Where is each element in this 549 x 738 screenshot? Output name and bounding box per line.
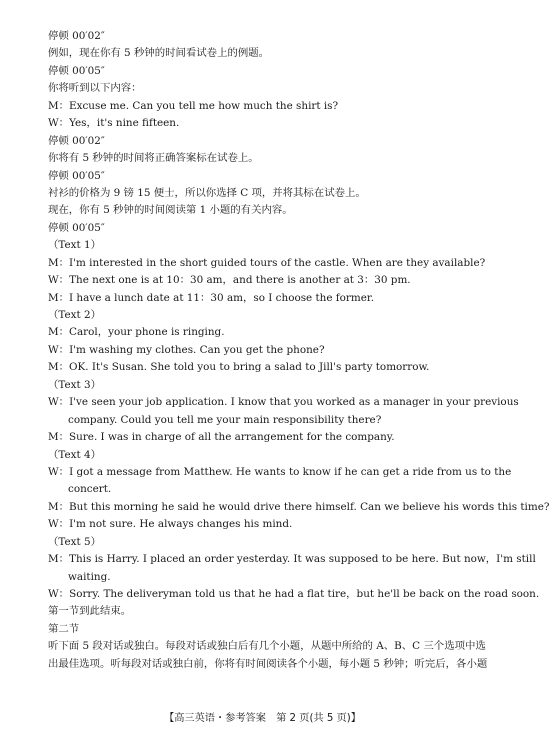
text-heading: （Text 2）: [48, 309, 102, 321]
dialogue-line: M：This is Harry. I placed an order yesterday. It was supposed to be here. But now，I'm still: [48, 553, 536, 566]
dialogue-line: W：I'm not sure. He always changes his mind.: [48, 518, 293, 531]
dialogue-line-continued: concert.: [68, 483, 112, 496]
pause-line: 停顿 00′05″: [48, 221, 105, 234]
dialogue-line: M：I have a lunch date at 11：30 am，so I choose the former.: [48, 291, 375, 304]
text-heading: （Text 5）: [48, 535, 102, 548]
pause-line: 停顿 00′05″: [48, 64, 105, 77]
dialogue-line-continued: company. Could you tell me your main responsibility there?: [68, 413, 382, 426]
dialogue-line-continued: waiting.: [68, 570, 111, 583]
dialogue-line: W：Sorry. The deliveryman told us that he had a flat tire，but he'll be back on the road soon.: [48, 588, 540, 600]
pause-line: 停顿 00′02″: [48, 30, 105, 42]
page-footer: 【高三英语・参考答案 第 2 页(共 5 页)】: [164, 713, 361, 724]
example-explanation: 衬衫的价格为 9 镑 15 便士，所以你选择 C 项，并将其标在试卷上。: [48, 186, 366, 199]
section-end: 第一节到此结束。: [48, 605, 132, 618]
text-heading: （Text 1）: [48, 239, 102, 252]
transcript-text: [48, 28, 549, 673]
listen-intro: 你将听到以下内容：: [48, 82, 142, 95]
dialogue-line: M：I'm interested in the short guided tours of the castle. When are they available?: [48, 256, 486, 269]
dialogue-line: W：I'm washing my clothes. Can you get the phone?: [48, 343, 325, 356]
text-heading: （Text 3）: [48, 378, 102, 391]
dialogue-line: W：Yes，it's nine fifteen.: [48, 117, 180, 130]
dialogue-line: M：But this morning he said he would drive there himself. Can we believe his words this time?: [48, 500, 549, 513]
section-instruction: 听下面 5 段对话或独白。每段对话或独白后有几个小题，从题中所给的 A、B、C 三个选项中选: [48, 640, 486, 653]
section-instruction: 出最佳选项。听每段对话或独白前，你将有时间阅读各个小题，每小题 5 秒钟；听完后，各小题: [48, 657, 488, 670]
mark-instruction: 你将有 5 秒钟的时间将正确答案标在试卷上。: [48, 152, 259, 165]
example-instruction: 例如，现在你有 5 秒钟的时间看试卷上的例题。: [48, 47, 270, 60]
dialogue-line: W：I've seen your job application. I know that you worked as a manager in your previous: [48, 396, 519, 409]
dialogue-line: W：The next one is at 10：30 am，and there is another at 3：30 pm.: [48, 274, 411, 287]
dialogue-line: M：Sure. I was in charge of all the arrangement for the company.: [48, 431, 395, 444]
text-heading: （Text 4）: [48, 448, 102, 461]
dialogue-line: W：I got a message from Matthew. He wants to know if he can get a ride from us to the: [48, 465, 512, 478]
read-instruction: 现在，你有 5 秒钟的时间阅读第 1 小题的有关内容。: [48, 204, 293, 217]
dialogue-line: M：OK. It's Susan. She told you to bring a salad to Jill's party tomorrow.: [48, 361, 430, 374]
section-heading: 第二节: [48, 622, 80, 635]
dialogue-line: M：Carol，your phone is ringing.: [48, 326, 225, 339]
pause-line: 停顿 00′05″: [48, 169, 105, 182]
dialogue-line: M：Excuse me. Can you tell me how much the shirt is?: [48, 99, 339, 112]
pause-line: 停顿 00′02″: [48, 134, 105, 147]
